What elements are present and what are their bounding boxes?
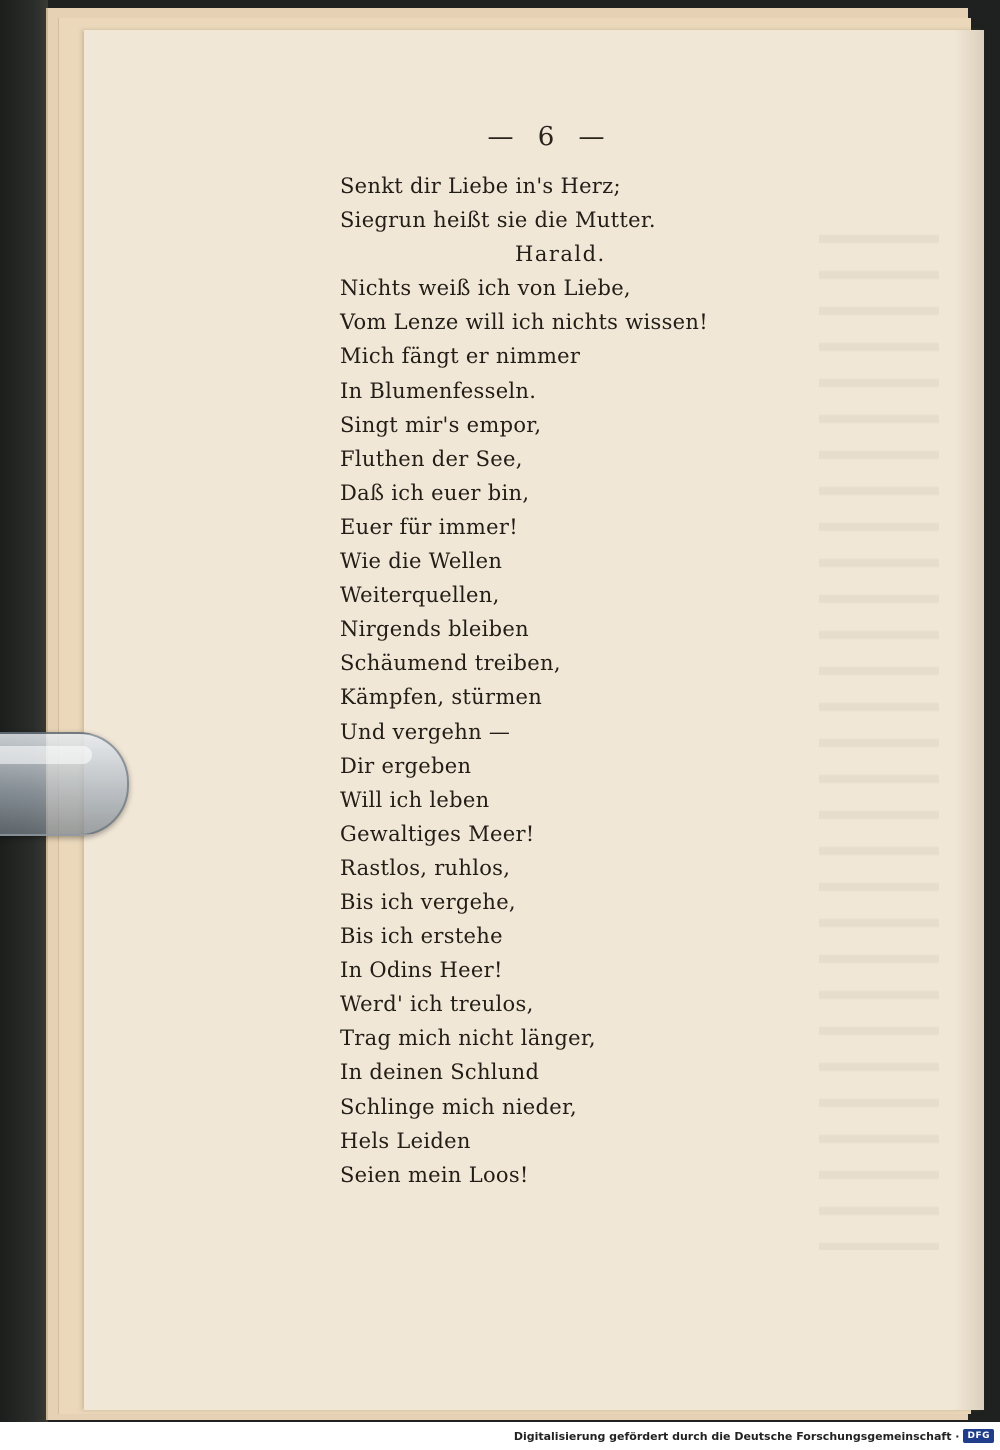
text-line: Singt mir's empor, bbox=[340, 412, 542, 437]
scanner-background bbox=[0, 0, 48, 1450]
text-line: Fluthen der See, bbox=[340, 446, 523, 471]
text-line: Werd' ich treulos, bbox=[340, 992, 534, 1017]
page-clip-icon bbox=[0, 732, 129, 836]
text-line: In deinen Schlund bbox=[340, 1060, 540, 1085]
text-line: In Odins Heer! bbox=[340, 958, 503, 983]
page-number: — 6 — bbox=[487, 122, 613, 152]
text-line: Will ich leben bbox=[340, 787, 490, 812]
text-line: Schäumend treiben, bbox=[340, 651, 561, 676]
text-line: Rastlos, ruhlos, bbox=[340, 855, 511, 880]
text-line: Mich fängt er nimmer bbox=[340, 344, 581, 369]
text-line: Vom Lenze will ich nichts wissen! bbox=[340, 310, 708, 335]
text-line: Weiterquellen, bbox=[340, 583, 500, 608]
show-through-text bbox=[819, 220, 939, 1250]
text-line: Bis ich vergehe, bbox=[340, 889, 516, 914]
text-line: Und vergehn — bbox=[340, 719, 511, 744]
text-line: Siegrun heißt sie die Mutter. bbox=[340, 208, 656, 233]
footer-credit: Digitalisierung gefördert durch die Deutsche Forschungsgemeinschaft · bbox=[513, 1429, 960, 1443]
text-line: Seien mein Loos! bbox=[340, 1162, 529, 1187]
text-line: In Blumenfesseln. bbox=[340, 378, 537, 403]
page-gutter-shadow bbox=[954, 30, 984, 1410]
text-line: Hels Leiden bbox=[340, 1128, 471, 1153]
text-line: Senkt dir Liebe in's Herz; bbox=[340, 174, 621, 198]
text-line: Nirgends bleiben bbox=[340, 617, 529, 642]
text-line: Bis ich erstehe bbox=[340, 924, 503, 949]
text-line: Schlinge mich nieder, bbox=[340, 1094, 578, 1119]
text-line: Daß ich euer bin, bbox=[340, 480, 530, 505]
poem-text bbox=[340, 172, 760, 1195]
text-line: Nichts weiß ich von Liebe, bbox=[340, 276, 631, 301]
text-line: Gewaltiges Meer! bbox=[340, 821, 535, 846]
dfg-logo-icon: DFG bbox=[963, 1429, 994, 1443]
digitization-footer bbox=[0, 1422, 1000, 1450]
text-line: Dir ergeben bbox=[340, 753, 472, 778]
text-line: Wie die Wellen bbox=[340, 549, 503, 574]
text-line: Euer für immer! bbox=[340, 514, 518, 539]
speaker-name: Harald. bbox=[515, 242, 606, 267]
clip-highlight bbox=[0, 746, 92, 764]
text-line: Kämpfen, stürmen bbox=[340, 685, 543, 710]
text-line: Trag mich nicht länger, bbox=[340, 1026, 596, 1051]
